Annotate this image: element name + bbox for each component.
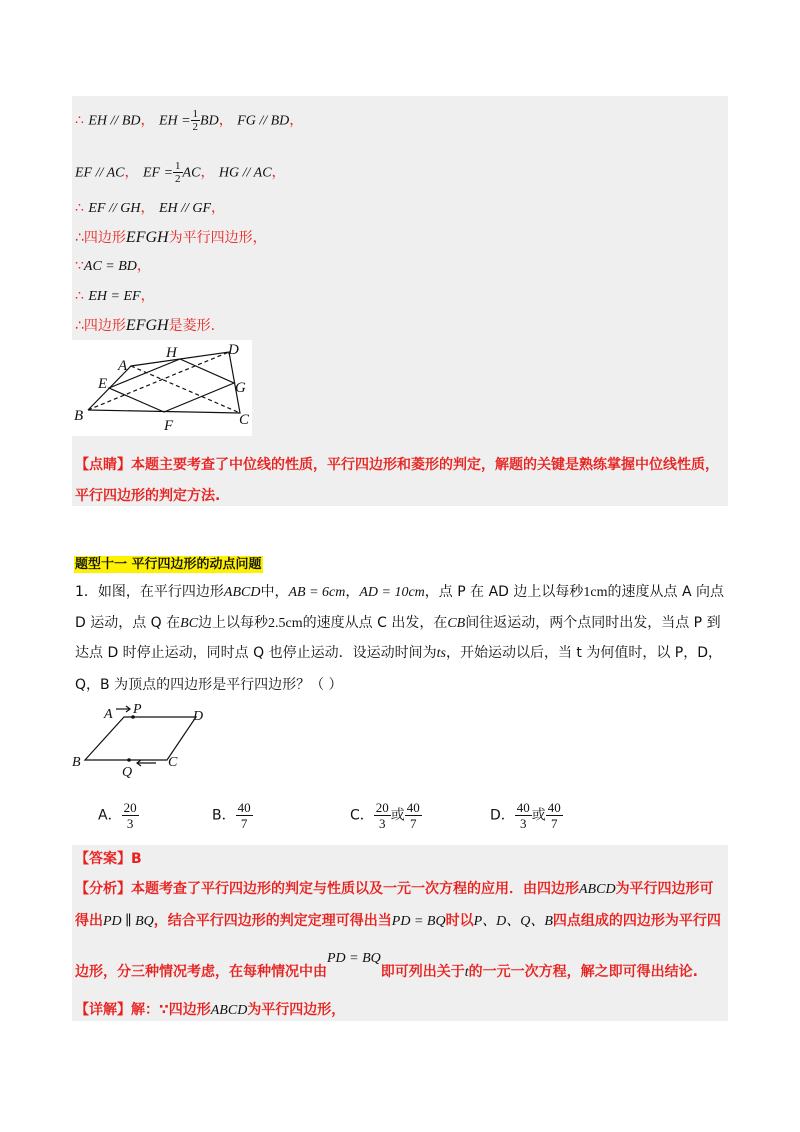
label-q: Q [122,765,133,780]
label-c: C [239,412,250,428]
fraction-den: 7 [410,816,417,831]
segment-cb: CB [447,616,466,631]
proof-eq: EF // GH [88,201,141,216]
proof-eq: EH // BD [88,113,141,129]
speed-q: 2.5cm [268,616,303,631]
speed-p: 1cm [583,585,608,600]
analysis-line-3 [75,951,698,983]
comma: ， [140,112,155,129]
fraction [515,800,532,831]
proof-text: 是菱形. [168,318,216,334]
fraction-num: 40 [237,800,251,815]
comma: ， [140,288,155,304]
therefore-symbol: ∴ [75,112,84,129]
math-expr: P、D、Q、B [473,914,553,929]
fraction-num: 40 [547,800,561,815]
detail-line [75,1000,345,1021]
fraction [191,108,201,133]
proof-eq: FG // BD [237,113,290,129]
label-e: E [98,376,108,392]
figure-rhombus-proof [72,340,252,436]
solution-block-bottom [72,845,728,1021]
question-text: 的速度从点 A 向点 [607,584,724,600]
question-text: 间往返运动，两个点同时出发，当点 P 到 [465,615,721,631]
diagonal-ac [131,366,240,413]
fraction-num: 1 [192,108,199,120]
analysis-text: 边形，分三种情况考虑，在每种情况中由 [75,964,327,980]
label-d: D [228,342,239,358]
label-h: H [166,345,177,361]
diagonal-bd [88,352,229,410]
or-text: 或 [531,807,546,824]
comma: ， [271,164,286,181]
or-text: 或 [390,807,405,824]
math-var: t [464,965,469,980]
label-b: B [72,755,81,770]
question-text: ，点 P 在 AD 边上以每秒 [424,584,584,600]
question-text: 1．如图，在平行四边形 [75,584,224,600]
proof-line-1 [75,108,303,133]
therefore-symbol: ∴ [75,230,84,246]
proof-eq: AC = BD [83,259,137,274]
analysis-text: ，结合平行四边形的判定定理可得出当 [153,913,392,929]
option-b[interactable] [212,800,253,831]
fraction [173,160,183,185]
question-text: D 运动，点 Q 在 [75,615,181,631]
given-ad: AD = 10cm [359,585,425,600]
midpoint-quadrilateral [109,359,234,412]
proof-eq: EF // AC [75,165,125,181]
figure-1-svg [72,340,252,436]
fraction-den: 3 [379,816,386,831]
shape-name: EFGH [125,317,169,334]
question-text: Q，B 为顶点的四边形是平行四边形？（ ） [75,677,343,693]
proof-line-4 [75,228,267,248]
proof-line-2 [75,160,286,185]
proof-eq: EF = [142,165,174,181]
detail-text: 解：∵四边形 [131,1002,211,1018]
detail-tag: 【详解】 [75,1002,131,1018]
therefore-symbol: ∴ [75,200,84,216]
fraction [122,800,139,831]
proof-eq: BD [200,113,219,129]
point-q [127,758,131,762]
shape-name: EFGH [125,229,169,246]
fraction [236,800,253,831]
fraction [405,800,422,831]
label-f: F [164,418,174,434]
label-a: A [104,707,113,722]
option-label: C． [350,807,374,824]
fraction-num: 20 [375,800,389,815]
fraction-den: 7 [240,816,248,831]
fraction [374,800,391,831]
question-line-2 [75,613,721,634]
label-b: B [74,408,84,424]
proof-line-7 [75,316,215,336]
analysis-text: 本题考查了平行四边形的判定与性质以及一元一次方程的应用．由四边形 [131,881,579,897]
comma: ， [218,112,233,129]
proof-eq: HG // AC [218,165,272,181]
fraction-den: 3 [126,816,134,831]
question-text: 中， [260,584,289,600]
math-expr: PD = BQ [327,951,381,966]
label-c: C [168,755,178,770]
analysis-text: 得出 [75,913,103,929]
answer-tag: 【答案】 [75,851,131,867]
shape-name: ABCD [223,585,261,600]
shape-name: ABCD [210,1003,248,1018]
label-g: G [235,380,246,396]
fraction-num: 1 [175,160,181,172]
proof-eq: EH // GF [158,201,212,216]
analysis-text: 四点组成的四边形为平行四 [552,913,721,929]
comma: ， [140,200,155,216]
math-expr: PD ∥ BQ [103,914,154,929]
comment-text: 平行四边形的判定方法. [75,488,221,504]
analysis-text: 的一元一次方程，解之即可得出结论. [468,964,698,980]
comment-line-2 [75,486,220,506]
question-text: ，开始运动以后，当 t 为何值时，以 P，D， [445,645,723,661]
given-ab: AB = 6cm [288,585,346,600]
comma: ， [211,200,226,216]
question-line-1 [75,582,724,603]
because-symbol: ∵ [75,258,84,274]
comment-line-1 [75,455,719,475]
fraction-den: 2 [175,173,181,185]
proof-text: 为平行四边形， [168,230,267,246]
comma: ， [200,164,215,181]
fraction-den: 3 [520,816,527,831]
outer-quadrilateral [88,352,240,413]
answer-line [75,849,142,869]
comment-tag: 【点睛】 [75,457,131,473]
analysis-text: 为平行四边形可 [615,881,714,897]
question-line-3 [75,643,722,664]
proof-line-5 [75,256,151,277]
option-a[interactable] [98,800,139,831]
fraction-num: 40 [406,800,420,815]
proof-text: 四边形 [83,230,126,246]
time-var: ts [436,646,446,661]
analysis-line-2 [75,911,721,932]
question-text: 的速度从点 C 出发，在 [302,615,448,631]
therefore-symbol: ∴ [75,288,84,304]
option-d[interactable] [490,800,563,831]
option-c[interactable] [350,800,422,831]
shape-name: ABCD [579,882,616,897]
question-line-4 [75,675,343,695]
fraction [546,800,563,831]
proof-line-3 [75,198,225,219]
analysis-text: 即可列出关于 [380,964,465,980]
analysis-tag: 【分析】 [75,881,131,897]
label-d: D [193,709,204,724]
fraction-den: 2 [192,121,199,133]
option-label: B． [212,807,236,824]
proof-eq: AC [182,165,201,181]
parallelogram [85,717,196,760]
solution-block-top [72,96,728,506]
figure-2-svg [72,700,217,782]
label-a: A [118,358,128,374]
proof-eq: EH = [158,113,191,129]
segment-bc: BC [180,616,199,631]
proof-eq: EH = EF [88,289,141,304]
label-p: P [133,702,142,717]
section-heading: 题型十一 平行四边形的动点问题 [75,557,262,572]
therefore-symbol: ∴ [75,318,84,334]
fraction-num: 40 [516,800,530,815]
math-expr: PD = BQ [391,914,446,929]
comment-text: 本题主要考查了中位线的性质，平行四边形和菱形的判定，解题的关键是熟练掌握中位线性质， [131,457,719,473]
question-text: 边上以每秒 [198,615,269,631]
question-text: 达点 D 时停止运动，同时点 Q 也停止运动．设运动时间为 [75,645,437,661]
option-label: A． [98,807,122,824]
fraction-den: 7 [551,816,558,831]
question-text: ， [345,584,360,600]
proof-text: 四边形 [83,318,126,334]
comma: ， [124,164,139,181]
comma: ， [136,258,151,274]
fraction-num: 20 [123,800,137,815]
proof-line-6 [75,286,155,307]
comma: ， [289,112,304,129]
figure-parallelogram [72,700,217,782]
detail-text: 为平行四边形， [247,1002,346,1018]
option-label: D． [490,807,515,824]
analysis-line-1 [75,879,714,900]
analysis-text: 时以 [445,913,474,929]
answer-value: B [131,851,142,867]
